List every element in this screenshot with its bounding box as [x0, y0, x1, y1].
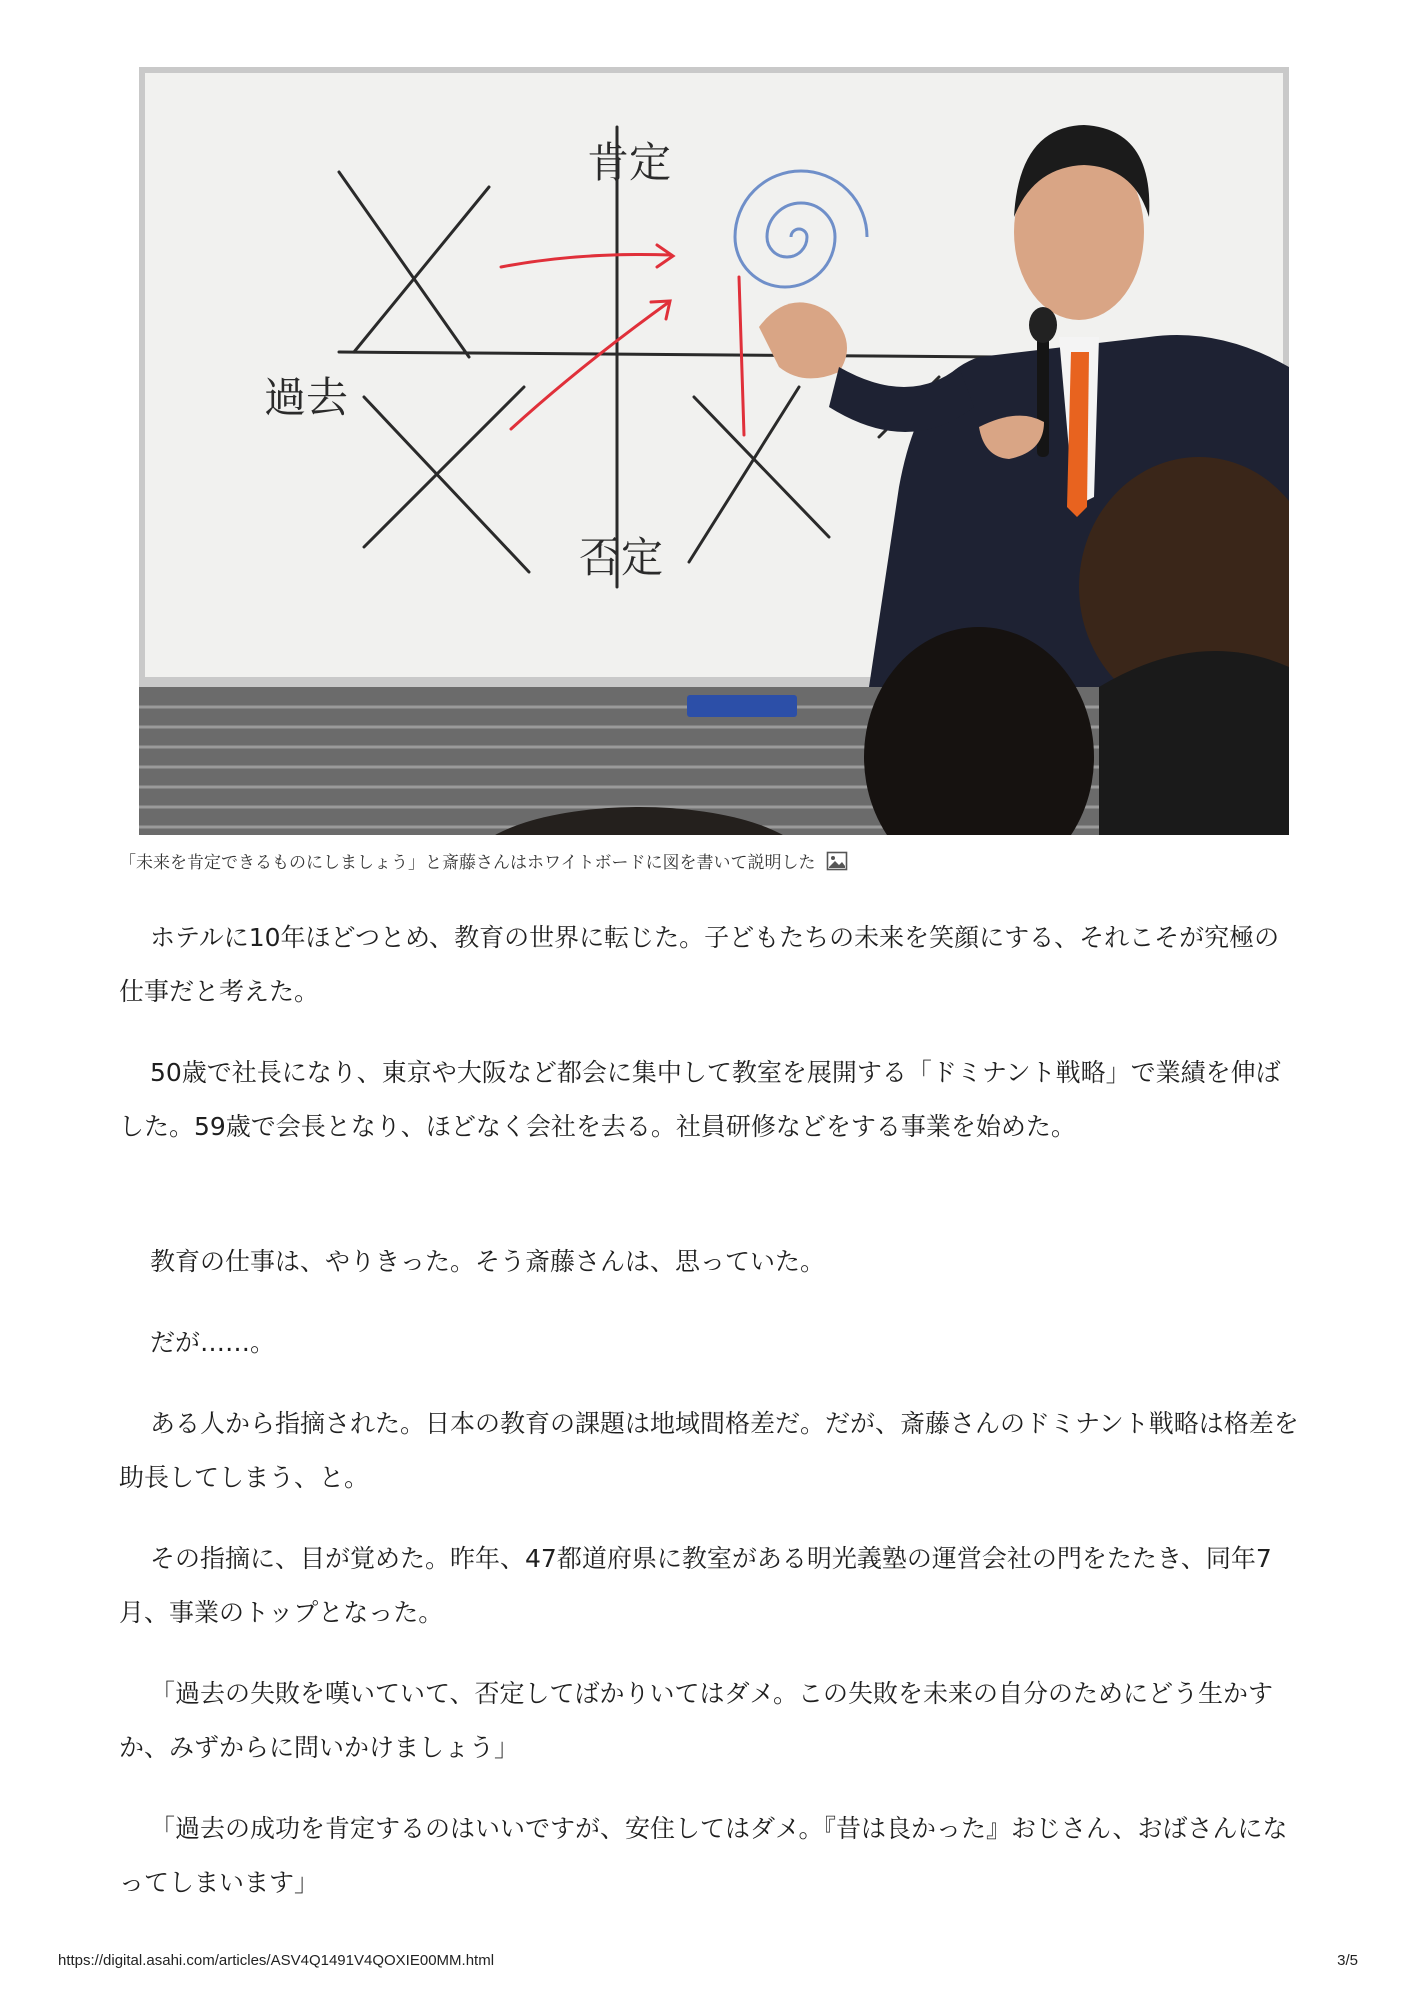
board-label-top: 肯定 — [587, 138, 672, 187]
paragraph-6: その指摘に、目が覚めた。昨年、47都道府県に教室がある明光義塾の運営会社の門をたたき、同年7月、事業のトップとなった。 — [119, 1544, 1272, 1627]
paragraph-1: ホテルに10年ほどつとめ、教育の世界に転じた。子どもたちの未来を笑顔にする、それこそが究極の仕事だと考えた。 — [119, 923, 1280, 1006]
footer-page-number: 3/5 — [1337, 1952, 1358, 1969]
paragraph-7: 「過去の失敗を嘆いていて、否定してばかりいてはダメ。この失敗を未来の自分のためにどう生かすか、みずからに問いかけましょう」 — [119, 1679, 1274, 1762]
footer-url[interactable]: https://digital.asahi.com/articles/ASV4Q1491V4QOXIE00MM.html — [58, 1952, 495, 1969]
article-photo — [139, 67, 1289, 835]
board-label-left: 過去 — [264, 373, 349, 422]
board-label-bottom: 否定 — [579, 533, 664, 582]
paragraph-8: 「過去の成功を肯定するのはいいですが、安住してはダメ。『昔は良かった』おじさん、おばさんになってしまいます」 — [119, 1814, 1288, 1897]
paragraph-3: 教育の仕事は、やりきった。そう斎藤さんは、思っていた。 — [150, 1247, 826, 1276]
paragraph-2: 50歳で社長になり、東京や大阪など都会に集中して教室を展開する「ドミナント戦略」で業績を伸ばした。59歳で会長となり、ほどなく会社を去る。社員研修などをする事業を始めた。 — [119, 1058, 1281, 1141]
paragraph-4: だが……。 — [150, 1328, 276, 1357]
photo-caption — [119, 848, 1299, 878]
image-icon[interactable] — [826, 851, 848, 871]
paragraph-5: ある人から指摘された。日本の教育の課題は地域間格差だ。だが、斎藤さんのドミナント戦略は格差を助長してしまう、と。 — [119, 1409, 1299, 1492]
photo-caption-text: 「未来を肯定できるものにしましょう」と斎藤さんはホワイトボードに図を書いて説明した — [119, 853, 816, 873]
